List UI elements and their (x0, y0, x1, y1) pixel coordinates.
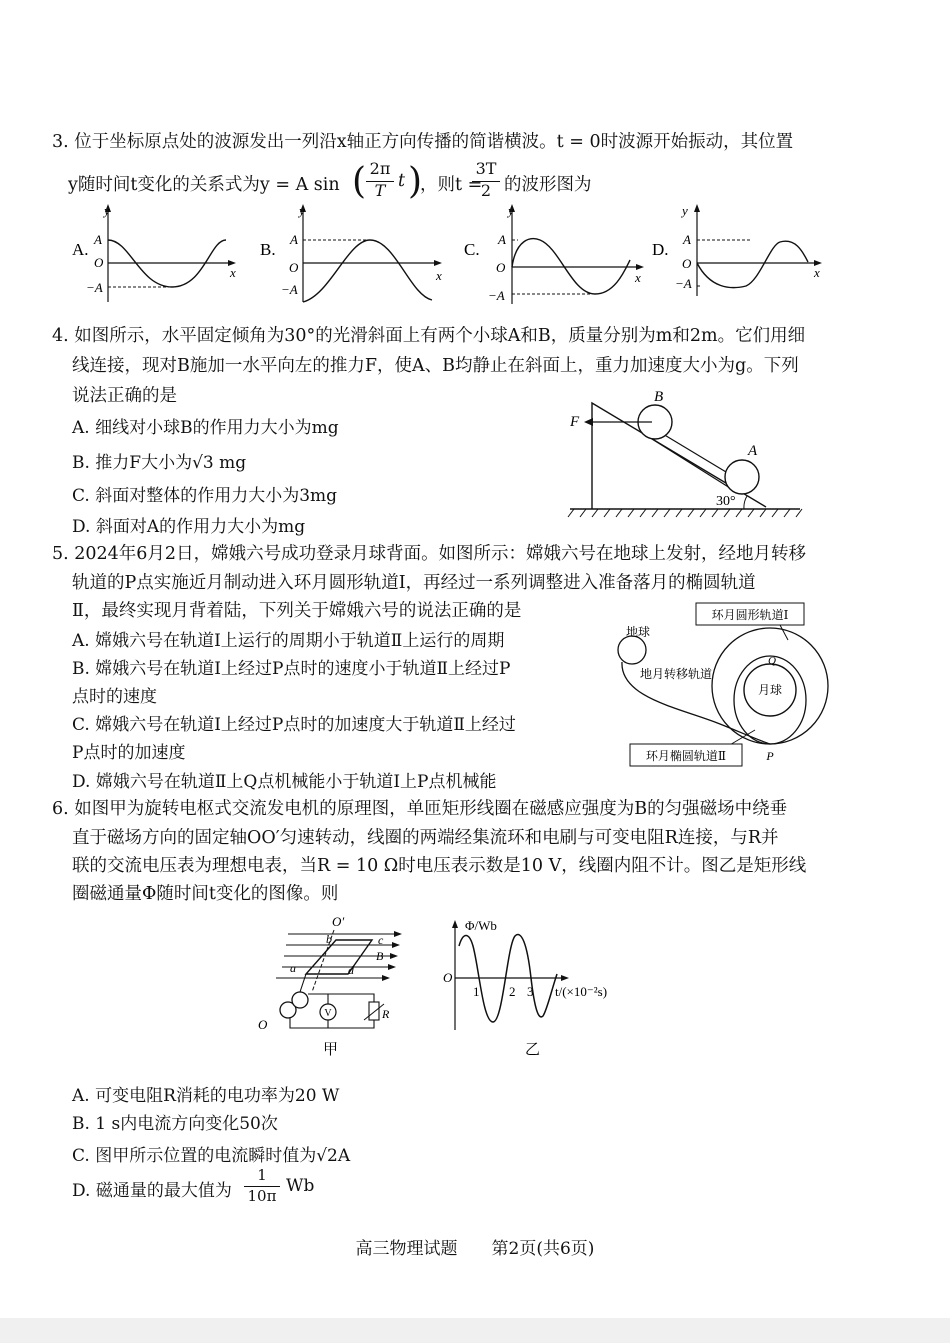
q3-c-A: A (498, 232, 506, 247)
q4-label-F: F (570, 414, 580, 430)
q4-rod-bottom (652, 439, 730, 488)
q3-c-O: O (496, 260, 506, 275)
q5-line1: 5. 2024年6月2日，嫦娥六号成功登录月球背面。如图所示：嫦娥六号在地球上发射，经地月转移 (52, 544, 807, 564)
q3-option-a-graph[interactable] (72, 203, 236, 302)
q3-tfrac-num: 3T (475, 159, 497, 178)
q3-option-d-label: D. (652, 240, 669, 259)
q5-option-b-line1[interactable]: B. 嫦娥六号在轨道Ⅰ上经过P点时的速度小于轨道Ⅱ上经过P (72, 659, 511, 679)
q3-wave-options (60, 200, 840, 310)
q5-label-moon: 月球 (757, 683, 783, 697)
q3-t: t (398, 171, 406, 191)
q3-a-O: O (94, 255, 104, 270)
q3-option-c-graph[interactable] (464, 203, 644, 304)
q5-label-circle-orbit: 环月圆形轨道Ⅰ (711, 608, 789, 622)
q6-option-d-unit: Wb (286, 1176, 315, 1196)
q6-graph-y-arrow (452, 920, 458, 928)
q3-option-b-graph[interactable] (260, 203, 442, 302)
q3-b-negA: −A (281, 282, 298, 297)
q6-label-b: b (326, 932, 332, 946)
q3-a-negA: −A (86, 280, 103, 295)
q5-option-c-line1[interactable]: C. 嫦娥六号在轨道Ⅰ上经过P点时的加速度大于轨道Ⅱ上经过 (72, 715, 516, 735)
q3-option-d-graph[interactable] (652, 203, 822, 296)
q6-option-a[interactable]: A. 可变电阻R消耗的电功率为20 W (72, 1086, 340, 1106)
q6-graph-x-arrow (561, 975, 569, 981)
q6-option-c[interactable]: C. 图甲所示位置的电流瞬时值为√2A (72, 1146, 351, 1166)
q5-label-transfer: 地月转移轨道 (639, 667, 713, 681)
q3-b-xlabel: x (436, 268, 442, 283)
q3-a-A: A (94, 232, 102, 247)
q6-line4: 圈磁通量Φ随时间t变化的图像。则 (72, 884, 339, 904)
q3-paren-right: ) (408, 161, 423, 202)
q5-label-ellipse-orbit: 环月椭圆轨道Ⅱ (645, 749, 727, 763)
q6-lead-1 (300, 974, 306, 992)
q3-c-negA: −A (488, 288, 505, 303)
q3-b-ylabel: y (299, 203, 305, 218)
q6-graph-tick-3: 3 (527, 984, 534, 999)
q6-option-d-num: 1 (257, 1166, 267, 1184)
q5-option-c-line2: P点时的加速度 (72, 743, 186, 763)
q5-option-b-line2: 点时的速度 (72, 687, 157, 707)
q3-d-O: O (682, 256, 692, 271)
q5-orbit-figure (610, 598, 845, 773)
q5-earth (618, 636, 646, 664)
q5-option-a[interactable]: A. 嫦娥六号在轨道Ⅰ上运行的周期小于轨道Ⅱ上运行的周期 (72, 631, 505, 651)
q6-label-B: B (376, 949, 384, 963)
q3-d-A: A (683, 232, 691, 247)
q6-option-d-den: 10π (247, 1187, 277, 1205)
q6-label-V: V (324, 1008, 332, 1019)
q3-option-b-label: B. (260, 240, 276, 259)
q6-label-O: O (258, 1017, 268, 1032)
q6-resistor (369, 1002, 379, 1020)
q4-angle-arc (744, 496, 747, 509)
q6-label-Oprime: O′ (332, 914, 345, 929)
q3-d-negA: −A (675, 276, 692, 291)
q3-frac-den: T (374, 181, 386, 200)
q3-a-ylabel: y (104, 203, 110, 218)
q3-line1: 3. 位于坐标原点处的波源发出一列沿x轴正方向传播的简谐横波。t = 0时波源开始振动，其位置 (52, 132, 794, 152)
q4-option-d[interactable]: D. 斜面对A的作用力大小为mg (72, 517, 306, 537)
q3-option-a-label: A. (72, 240, 89, 259)
q4-ball-a (725, 460, 759, 494)
q6-label-c: c (378, 933, 384, 947)
q5-label-Q: Q (768, 655, 776, 667)
q6-label-yi: 乙 (525, 1042, 541, 1058)
q4-ground-hatch (568, 509, 802, 517)
q6-option-d-text: D. 磁通量的最大值为 (72, 1181, 232, 1201)
q5-label-earth: 地球 (625, 625, 651, 639)
q5-option-d[interactable]: D. 嫦娥六号在轨道Ⅱ上Q点机械能小于轨道Ⅰ上P点机械能 (72, 772, 497, 792)
q6-flux-graph (435, 912, 650, 1062)
q6-label-d: d (348, 963, 354, 977)
q4-line1: 4. 如图所示，水平固定倾角为30°的光滑斜面上有两个小球A和B，质量分别为m和2m。它们用细 (52, 326, 806, 346)
q6-line3: 联的交流电压表为理想电表，当R = 10 Ω时电压表示数是10 V，线圈内阻不计。图乙是矩形线 (72, 856, 807, 876)
q3-d-y-arrow (694, 204, 700, 212)
q4-option-a[interactable]: A. 细线对小球B的作用力大小为mg (72, 418, 339, 438)
q3-c-curve (512, 239, 630, 294)
q6-graph-tick-1: 1 (473, 984, 480, 999)
q3-b-A: A (290, 232, 298, 247)
q6-label-jia: 甲 (323, 1042, 339, 1058)
q5-line3: Ⅱ，最终实现月背着陆，下列关于嫦娥六号的说法正确的是 (72, 601, 522, 621)
q6-label-R: R (382, 1007, 390, 1021)
q4-label-B: B (654, 389, 664, 405)
q6-graph-xlabel: t/(×10⁻²s) (555, 984, 608, 999)
q3-tfrac-den: 2 (480, 181, 492, 200)
q6-line2: 直于磁场方向的固定轴OO′匀速转动，线圈的两端经集流环和电刷与可变电阻R连接，与R并 (72, 828, 779, 848)
q6-option-b[interactable]: B. 1 s内电流方向变化50次 (72, 1114, 278, 1134)
q3-line2-a: y随时间t变化的关系式为y = A sin (68, 175, 340, 195)
bottom-band (0, 1318, 950, 1343)
q6-generator-figure (250, 912, 410, 1062)
q3-d-xlabel: x (814, 265, 820, 280)
q4-option-b[interactable]: B. 推力F大小为√3 mg (72, 453, 247, 473)
q3-d-ylabel: y (682, 203, 688, 218)
q3-line2-c: ，则t = (420, 175, 483, 195)
q3-option-c-label: C. (464, 240, 480, 259)
q5-leader-circle (780, 625, 788, 640)
q3-b-x-arrow (434, 260, 442, 266)
q4-incline-figure (560, 385, 810, 525)
q3-b-O: O (289, 260, 299, 275)
page-footer: 高三物理试题 第2页(共6页) (355, 1239, 595, 1259)
q6-line1: 6. 如图甲为旋转电枢式交流发电机的原理图，单匝矩形线圈在磁感应强度为B的匀强磁场中绕垂 (52, 799, 788, 819)
q3-d-curve (697, 241, 808, 287)
q4-label-A: A (748, 443, 758, 459)
q3-paren-left: ( (352, 161, 367, 202)
q4-label-angle: 30° (716, 494, 736, 509)
q6-slip-ring-2 (292, 992, 308, 1008)
q3-line2-d: 的波形图为 (504, 175, 592, 195)
q3-c-ylabel: y (508, 203, 514, 218)
q4-option-c[interactable]: C. 斜面对整体的作用力大小为3mg (72, 486, 338, 506)
q5-label-P: P (766, 749, 774, 763)
q5-line2: 轨道的P点实施近月制动进入环月圆形轨道Ⅰ，再经过一系列调整进入准备落月的椭圆轨道 (72, 573, 756, 593)
q6-graph-tick-2: 2 (509, 984, 516, 999)
q3-c-xlabel: x (635, 270, 641, 285)
q4-line3: 说法正确的是 (72, 386, 177, 406)
q3-frac-num: 2π (369, 159, 391, 178)
q6-graph-ylabel: Φ/Wb (465, 918, 497, 933)
q3-a-xlabel: x (230, 265, 236, 280)
q3-b-curve (303, 240, 432, 302)
q4-force-arrow (584, 418, 593, 426)
q6-label-a: a (290, 961, 296, 975)
q4-line2: 线连接，现对B施加一水平向左的推力F，使A、B均静止在斜面上，重力加速度大小为g。下列 (72, 356, 799, 376)
q6-graph-O: O (443, 970, 453, 985)
